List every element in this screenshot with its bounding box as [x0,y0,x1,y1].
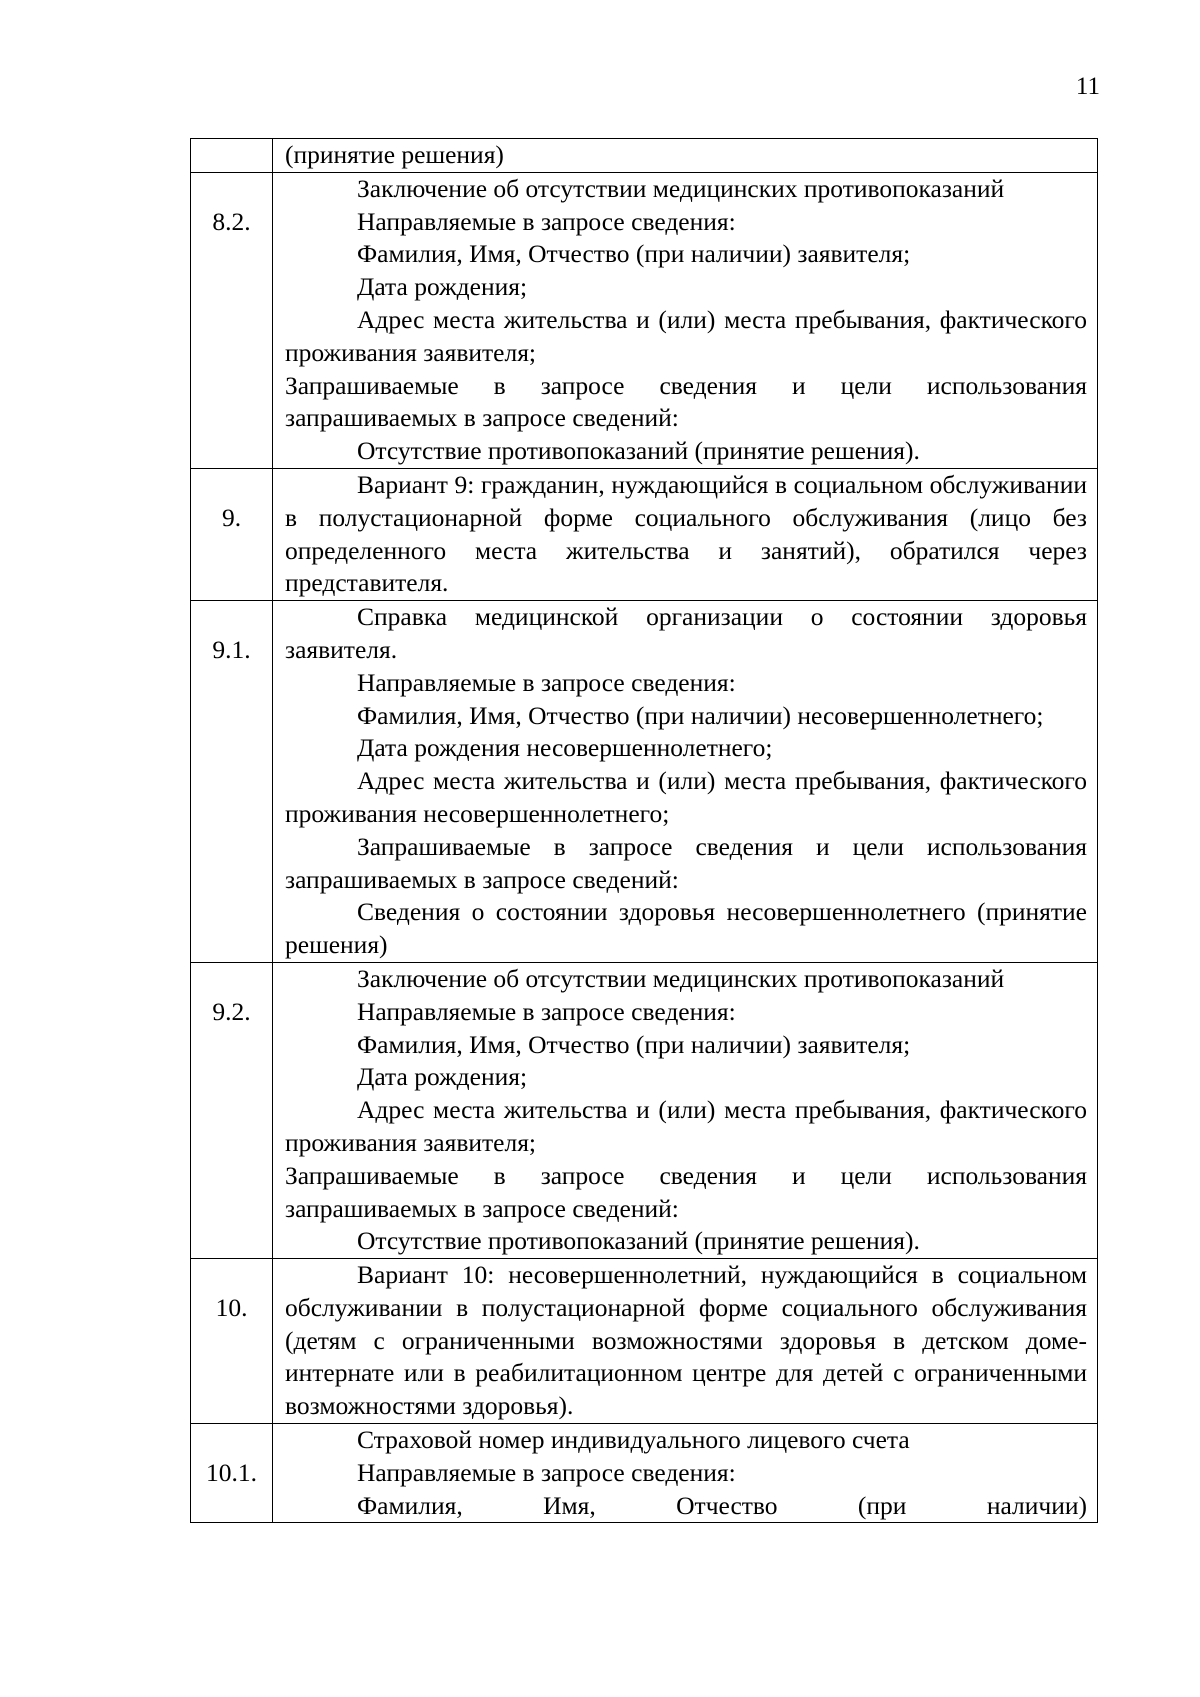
paragraph: Адрес места жительства и (или) места пребывания, фактического проживания несовершеннолетнего; [285,766,1087,828]
paragraph: Дата рождения; [357,1062,528,1092]
paragraph: Адрес места жительства и (или) места пребывания, фактического проживания заявителя; [285,304,1087,367]
paragraph: Вариант 9: гражданин, нуждающийся в социальном обслуживании в полустационарной форме социального обслуживания (лицо без определенного места жительства и занятий), обратился через представителя. [285,469,1087,598]
table-row [191,1424,1098,1523]
paragraph: Адрес места жительства и (или) места пребывания, фактического проживания заявителя; [285,1095,1087,1157]
paragraph: Вариант 10: несовершеннолетний, нуждающийся в социальном обслуживании в полустационарной форме социального обслуживания (детям с ограниченными возможностями здоровья в детском доме-интернате или в реабилитационном центре для детей с ограниченными возможностями здоровья). [285,1260,1087,1421]
paragraph: Фамилия, Имя, Отчество (при наличии) заявителя; [357,1029,911,1059]
table-body [191,139,1098,1523]
table-row [191,139,1098,173]
row-number: 10.1. [206,1457,257,1487]
row-content-cell [273,601,1098,963]
row-number-cell [191,601,273,963]
paragraph: Направляемые в запросе сведения: [357,206,736,236]
row-content-cell [273,139,1098,173]
row-number: 8.2. [212,206,251,236]
paragraph: (принятие решения) [285,140,504,169]
paragraph: Отсутствие противопоказаний (принятие решения). [357,436,920,466]
row-number: 9.2. [212,996,251,1026]
paragraph: Фамилия, Имя, Отчество (при наличии) заявителя; [357,239,911,269]
table-row [191,962,1098,1258]
paragraph: Фамилия, Имя, Отчество (при наличии) несовершеннолетнего; [357,700,1044,730]
row-content-cell [273,962,1098,1258]
paragraph: Справка медицинской организации о состоянии здоровья заявителя. [285,602,1087,664]
table-row [191,1259,1098,1424]
paragraph: Заключение об отсутствии медицинских противопоказаний [357,963,1005,993]
row-number: 9.1. [212,634,251,664]
paragraph: Страховой номер индивидуального лицевого счета [357,1425,910,1455]
table-row [191,601,1098,963]
paragraph: Сведения о состоянии здоровья несовершеннолетнего (принятие решения) [285,897,1087,960]
row-number-cell [191,172,273,468]
row-content-cell [273,1259,1098,1424]
row-number-cell [191,1424,273,1523]
paragraph: Направляемые в запросе сведения: [357,667,736,697]
row-number-cell [191,468,273,600]
paragraph: Направляемые в запросе сведения: [357,996,736,1026]
row-content-cell [273,172,1098,468]
paragraph: Отсутствие противопоказаний (принятие решения). [357,1226,920,1256]
paragraph: Заключение об отсутствии медицинских противопоказаний [357,173,1005,203]
row-number-cell [191,139,273,173]
paragraph: Запрашиваемые в запросе сведения и цели использования запрашиваемых в запросе сведений: [285,1160,1087,1223]
requirements-table [190,138,1098,1523]
row-number: 9. [221,502,242,532]
table-row [191,172,1098,468]
row-content-cell [273,1424,1098,1523]
paragraph: Фамилия, Имя, Отчество (при наличии) [357,1490,1087,1520]
row-content-cell [273,468,1098,600]
paragraph: Запрашиваемые в запросе сведения и цели использования запрашиваемых в запросе сведений: [285,370,1087,433]
paragraph: Запрашиваемые в запросе сведения и цели использования запрашиваемых в запросе сведений: [285,831,1087,894]
row-number: 10. [215,1292,248,1322]
page-number: 11 [1075,73,1100,100]
row-number-cell [191,962,273,1258]
table-row [191,468,1098,600]
paragraph: Дата рождения несовершеннолетнего; [357,733,773,763]
row-number-cell [191,1259,273,1424]
paragraph: Направляемые в запросе сведения: [357,1457,736,1487]
paragraph: Дата рождения; [357,272,528,302]
